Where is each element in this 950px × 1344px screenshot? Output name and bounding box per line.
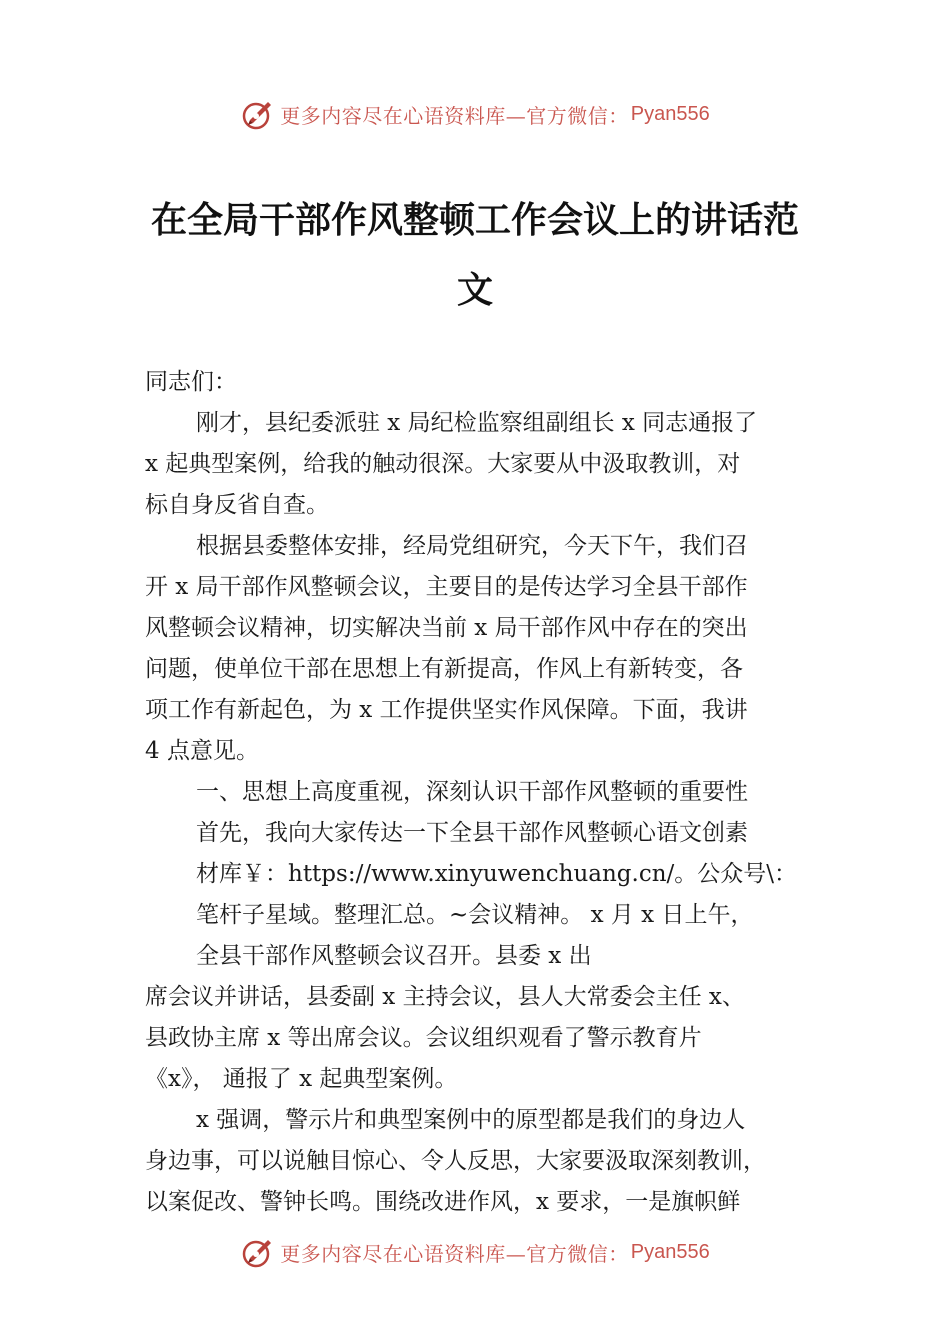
text-line: 席会议并讲话，县委副 x 主持会议，县人大常委会主任 x、 (145, 984, 745, 1010)
paragraph-5 (145, 1100, 810, 1223)
paragraph-1 (145, 403, 810, 526)
text-line: 《x》， 通报了 x 起典型案例。 (145, 1066, 458, 1092)
document-title-line-1: 在全局干部作风整顿工作会议上的讲话范 (150, 199, 799, 241)
banner-text: 更多内容尽在心语资料库—官方微信： (280, 1241, 629, 1266)
pen-logo-icon (240, 96, 276, 132)
pen-logo-icon (240, 1234, 276, 1270)
text-line: 身边事，可以说触目惊心、令人反思，大家要汲取深刻教训， (145, 1148, 766, 1174)
header-watermark-banner (0, 94, 950, 134)
text-line: 以案促改、警钟长鸣。围绕改进作风，x 要求，一是旗帜鲜 (145, 1189, 741, 1215)
banner-wechat-id: Pyan556 (630, 102, 710, 125)
text-line: 首先，我向大家传达一下全县干部作风整顿心语文创素 (196, 820, 748, 846)
text-line: x 起典型案例，给我的触动很深。大家要从中汲取教训，对 (145, 451, 741, 477)
text-line: 开 x 局干部作风整顿会议，主要目的是传达学习全县干部作 (145, 574, 748, 600)
paragraph-4 (145, 977, 810, 1100)
text-line: x 强调，警示片和典型案例中的原型都是我们的身边人 (196, 1107, 746, 1133)
paragraph-3 (145, 772, 810, 977)
paragraph-2 (145, 526, 810, 772)
banner-text: 更多内容尽在心语资料库—官方微信： (280, 103, 629, 128)
text-line: 4 点意见。 (145, 738, 259, 764)
banner-wechat-id: Pyan556 (630, 1240, 710, 1263)
text-line: 风整顿会议精神，切实解决当前 x 局干部作风中存在的突出 (145, 615, 748, 641)
greeting-paragraph (145, 362, 810, 403)
text-line: 标自身反省自查。 (145, 492, 329, 518)
text-line: 刚才，县纪委派驻 x 局纪检监察组副组长 x 同志通报了 (196, 410, 758, 436)
text-line: 问题，使单位干部在思想上有新提高，作风上有新转变，各 (145, 656, 743, 682)
document-title-line-2: 文 (456, 269, 493, 311)
section-heading: 一、思想上高度重视，深刻认识干部作风整顿的重要性 (196, 779, 748, 805)
text-line: 县政协主席 x 等出席会议。会议组织观看了警示教育片 (145, 1025, 702, 1051)
text-line: 项工作有新起色，为 x 工作提供坚实作风保障。下面，我讲 (145, 697, 748, 723)
greeting-line: 同志们： (145, 369, 237, 395)
text-line: 根据县委整体安排，经局党组研究，今天下午，我们召 (196, 533, 748, 559)
text-line: 全县干部作风整顿会议召开。县委 x 出 (196, 943, 592, 969)
text-line: 笔杆子星域。整理汇总。~会议精神。 x 月 x 日上午， (196, 902, 754, 928)
footer-watermark-banner (0, 1232, 950, 1272)
text-line: 材库￥：https://www.xinyuwenchuang.cn/。公众号\： (196, 861, 798, 887)
